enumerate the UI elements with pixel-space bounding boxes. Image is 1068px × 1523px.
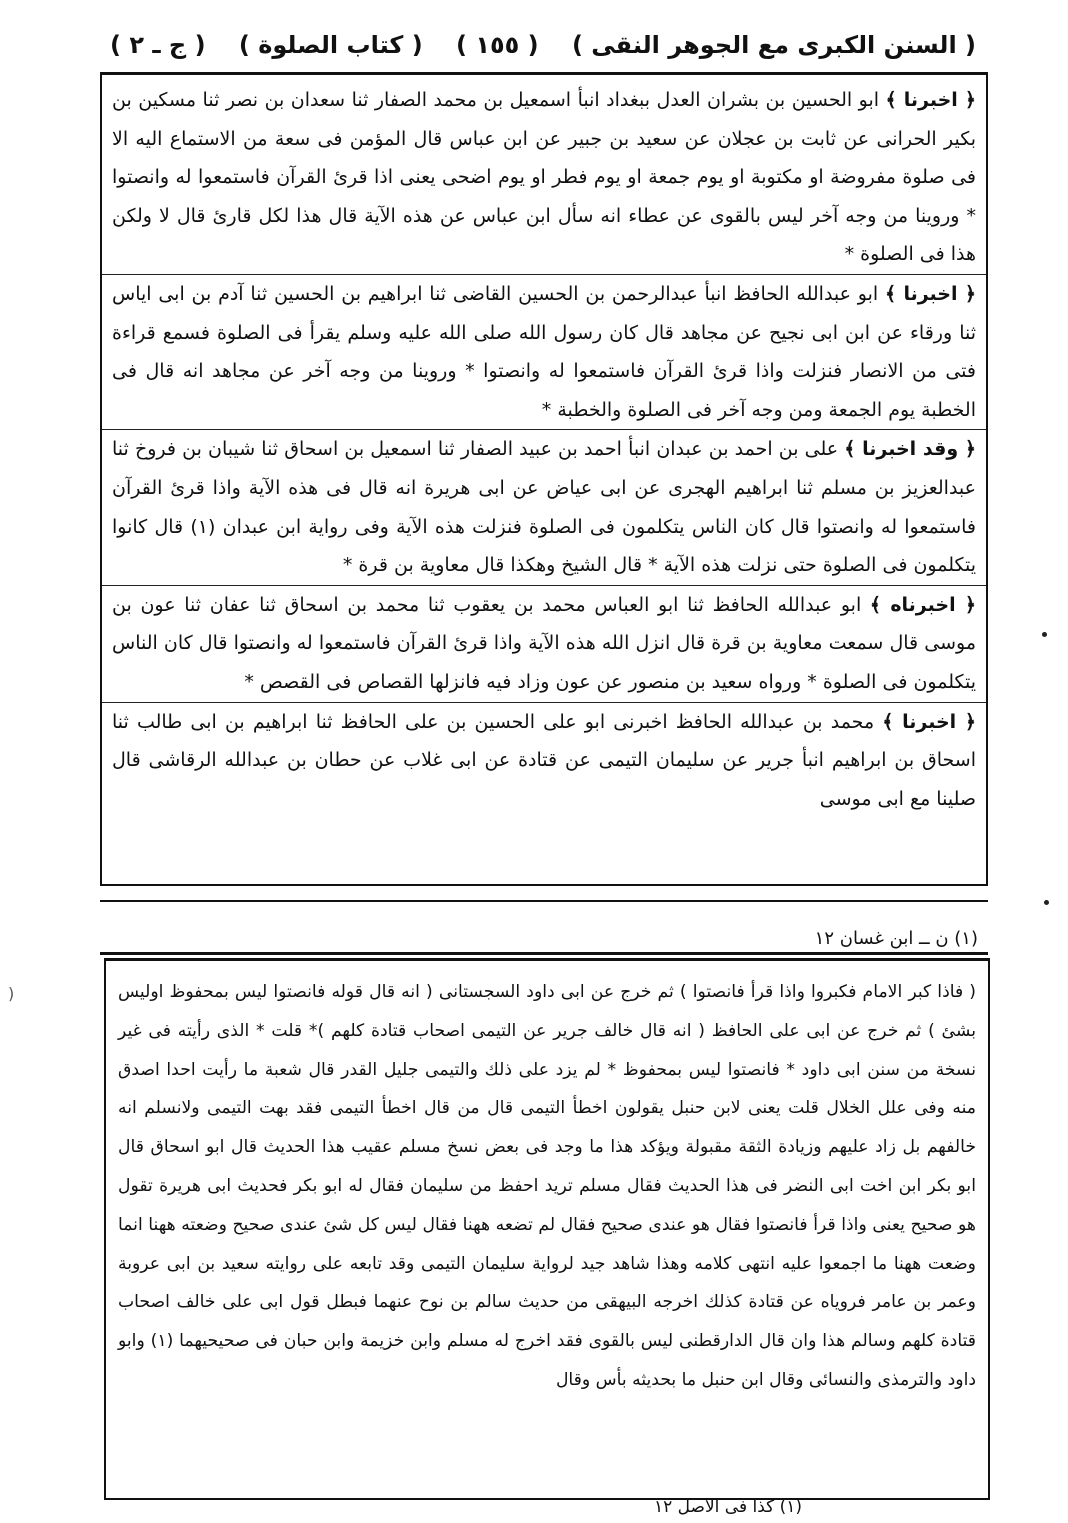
hadith-paragraph <box>102 81 986 275</box>
chapter-title: ( كتاب الصلوة ) <box>238 31 423 59</box>
hadith-lead: ﴿ اخبرنا ﴾ <box>885 89 976 111</box>
commentary-text: ( فاذا كبر الامام فكبروا واذا قرأ فانصتوا ) ثم خرج عن ابى داود السجستانى ( انه قال قوله فانصتوا ليس بمحفوظ اوليس بشئ ) ثم خرج عن ابى على الحافظ ( انه قال خالف جرير عن التيمى اصحاب قتادة كلهم )* قلت * الذى رأيته فى غير نسخة من سنن ابى داود * فانصتوا ليس بمحفوظ * لم يزد على ذلك والتيمى جليل القدر قال شعبة ما رأيت احدا اصدق منه وفى علل الخلال قلت يعنى لابن حنبل يقولون اخطأ التيمى قال من قال اخطأ التيمى فقد بهت التيمى ولانسلم انه خالفهم بل زاد عليهم وزيادة الثقة مقبولة ويؤكد هذا ما وجد فى بعض نسخ مسلم عقيب هذا الحديث قال ابو اسحاق قال ابو بكر ابن اخت ابى النضر فى هذا الحديث فقال مسلم تريد احفظ من سليمان فقال له ابو بكر فحديث ابى هريرة تقول هو صحيح يعنى واذا قرأ فانصتوا فقال هو عندى صحيح فقال لم تضعه ههنا فقال ليس كل شئ عندى صحيح وضعته ههنا انما وضعت ههنا ما اجمعوا عليه انتهى كلامه وهذا شاهد جيد لرواية سليمان التيمى وقد تابعه على روايته سعيد بن ابى عروبة وعمر بن عامر فروياه عن قتادة كذلك اخرجه البيهقى من حديث سالم بن نوح عنهما فبطل قول ابى على خالف اصحاب قتادة كلهم وسالم هذا وان قال الدارقطنى ليس بالقوى فقد اخرج له مسلم وابن خزيمة وابن حبان فى صحيحيهما (١) وابو داود والترمذى والنسائى وقال ابن حنبل ما بحديثه بأس وقال <box>118 982 976 1390</box>
hadith-paragraph <box>102 586 986 703</box>
main-text-box <box>100 72 988 886</box>
hadith-text: محمد بن عبدالله الحافظ اخبرنى ابو على الحسين بن على الحافظ ثنا ابراهيم بن ابى طالب ثنا اسحاق بن ابراهيم انبأ جرير عن سليمان التيمى عن قتادة عن ابى غلاب عن حطان بن عبدالله الرقاشى قال صلينا مع ابى موسى <box>112 710 976 810</box>
page-number: ( ١٥٥ ) <box>456 31 539 59</box>
hadith-lead: ﴿ اخبرناه ﴾ <box>869 593 976 616</box>
footnote-divider <box>100 900 988 902</box>
hadith-text: على بن احمد بن عبدان انبأ احمد بن عبيد الصفار ثنا اسمعيل بن اسحاق ثنا شيبان بن فروخ ثنا عبدالعزيز بن مسلم ثنا ابراهيم الهجرى عن ابى عياض عن ابى هريرة انه قال فى هذه الآية واذا قرئ القرآن فاستمعوا له وانصتوا قال كان الناس يتكلمون فى الصلوة فنزلت هذه الآية وفى رواية ابن عبدان (١) قال كانوا يتكلمون فى الصلوة حتى نزلت هذه الآية * قال الشيخ وهكذا قال معاوية بن قرة * <box>112 438 977 577</box>
hadith-paragraph <box>102 703 986 819</box>
hadith-text: ابو الحسين بن بشران العدل ببغداد انبأ اسمعيل بن محمد الصفار ثنا سعدان بن نصر ثنا مسكين بن بكير الحرانى عن ثابت بن عجلان عن سعيد بن جبير عن ابن عباس قال المؤمن فى سعة من الاستماع اليه الا فى صلوة مفروضة او مكتوبة او يوم جمعة او يوم فطر او يوم اضحى يعنى اذا قرئ القرآن فاستمعوا له وانصتوا * وروينا من وجه آخر ليس بالقوى عن عطاء انه سأل ابن عباس عن هذه الآية قال هذا لكل قارئ قال لا ولكن هذا فى الصلوة * <box>112 89 976 266</box>
hadith-paragraph <box>102 430 986 585</box>
book-title: ( السنن الكبرى مع الجوهر النقى ) <box>571 31 976 59</box>
scan-speck <box>1044 900 1049 905</box>
footnote-2: (١) كذا فى الاصل ١٢ <box>654 1497 803 1517</box>
hadith-text: ابو عبدالله الحافظ ثنا ابو العباس محمد بن يعقوب ثنا محمد بن اسحاق ثنا عفان ثنا عون بن موسى قال سمعت معاوية بن قرة قال انزل الله هذه الآية واذا قرئ القرآن فاستمعوا له وانصتوا قال كان الناس يتكلمون فى الصلوة * ورواه سعيد بن منصور عن عون وزاد فيه فانزلها القصاص فى القصص * <box>112 593 976 693</box>
hadith-lead: ﴿ وقد اخبرنا ﴾ <box>844 438 976 461</box>
hadith-lead: ﴿ اخبرنا ﴾ <box>884 282 976 305</box>
scan-mark: ( <box>8 984 15 1003</box>
hadith-paragraph <box>102 275 986 430</box>
commentary-divider <box>100 952 988 955</box>
volume-number: ( ج ـ ٢ ) <box>110 31 206 59</box>
footnote-1: (١) ن ــ ابن غسان ١٢ <box>814 928 978 949</box>
hadith-lead: ﴿ اخبرنا ﴾ <box>882 710 976 733</box>
commentary-box <box>104 958 990 1500</box>
running-header <box>110 22 976 68</box>
scan-speck <box>1042 632 1047 637</box>
hadith-text: ابو عبدالله الحافظ انبأ عبدالرحمن بن الحسين القاضى ثنا ابراهيم بن الحسين ثنا آدم بن ابى اياس ثنا ورقاء عن ابن ابى نجيح عن مجاهد قال كان رسول الله صلى الله عليه وسلم يقرأ فى الصلوة فسمع قراءة فتى من الانصار فنزلت واذا قرئ القرآن فاستمعوا له وانصتوا * وروينا من وجه آخر عن مجاهد انه قال فى الخطبة يوم الجمعة ومن وجه آخر فى الصلوة والخطبة * <box>112 282 976 421</box>
